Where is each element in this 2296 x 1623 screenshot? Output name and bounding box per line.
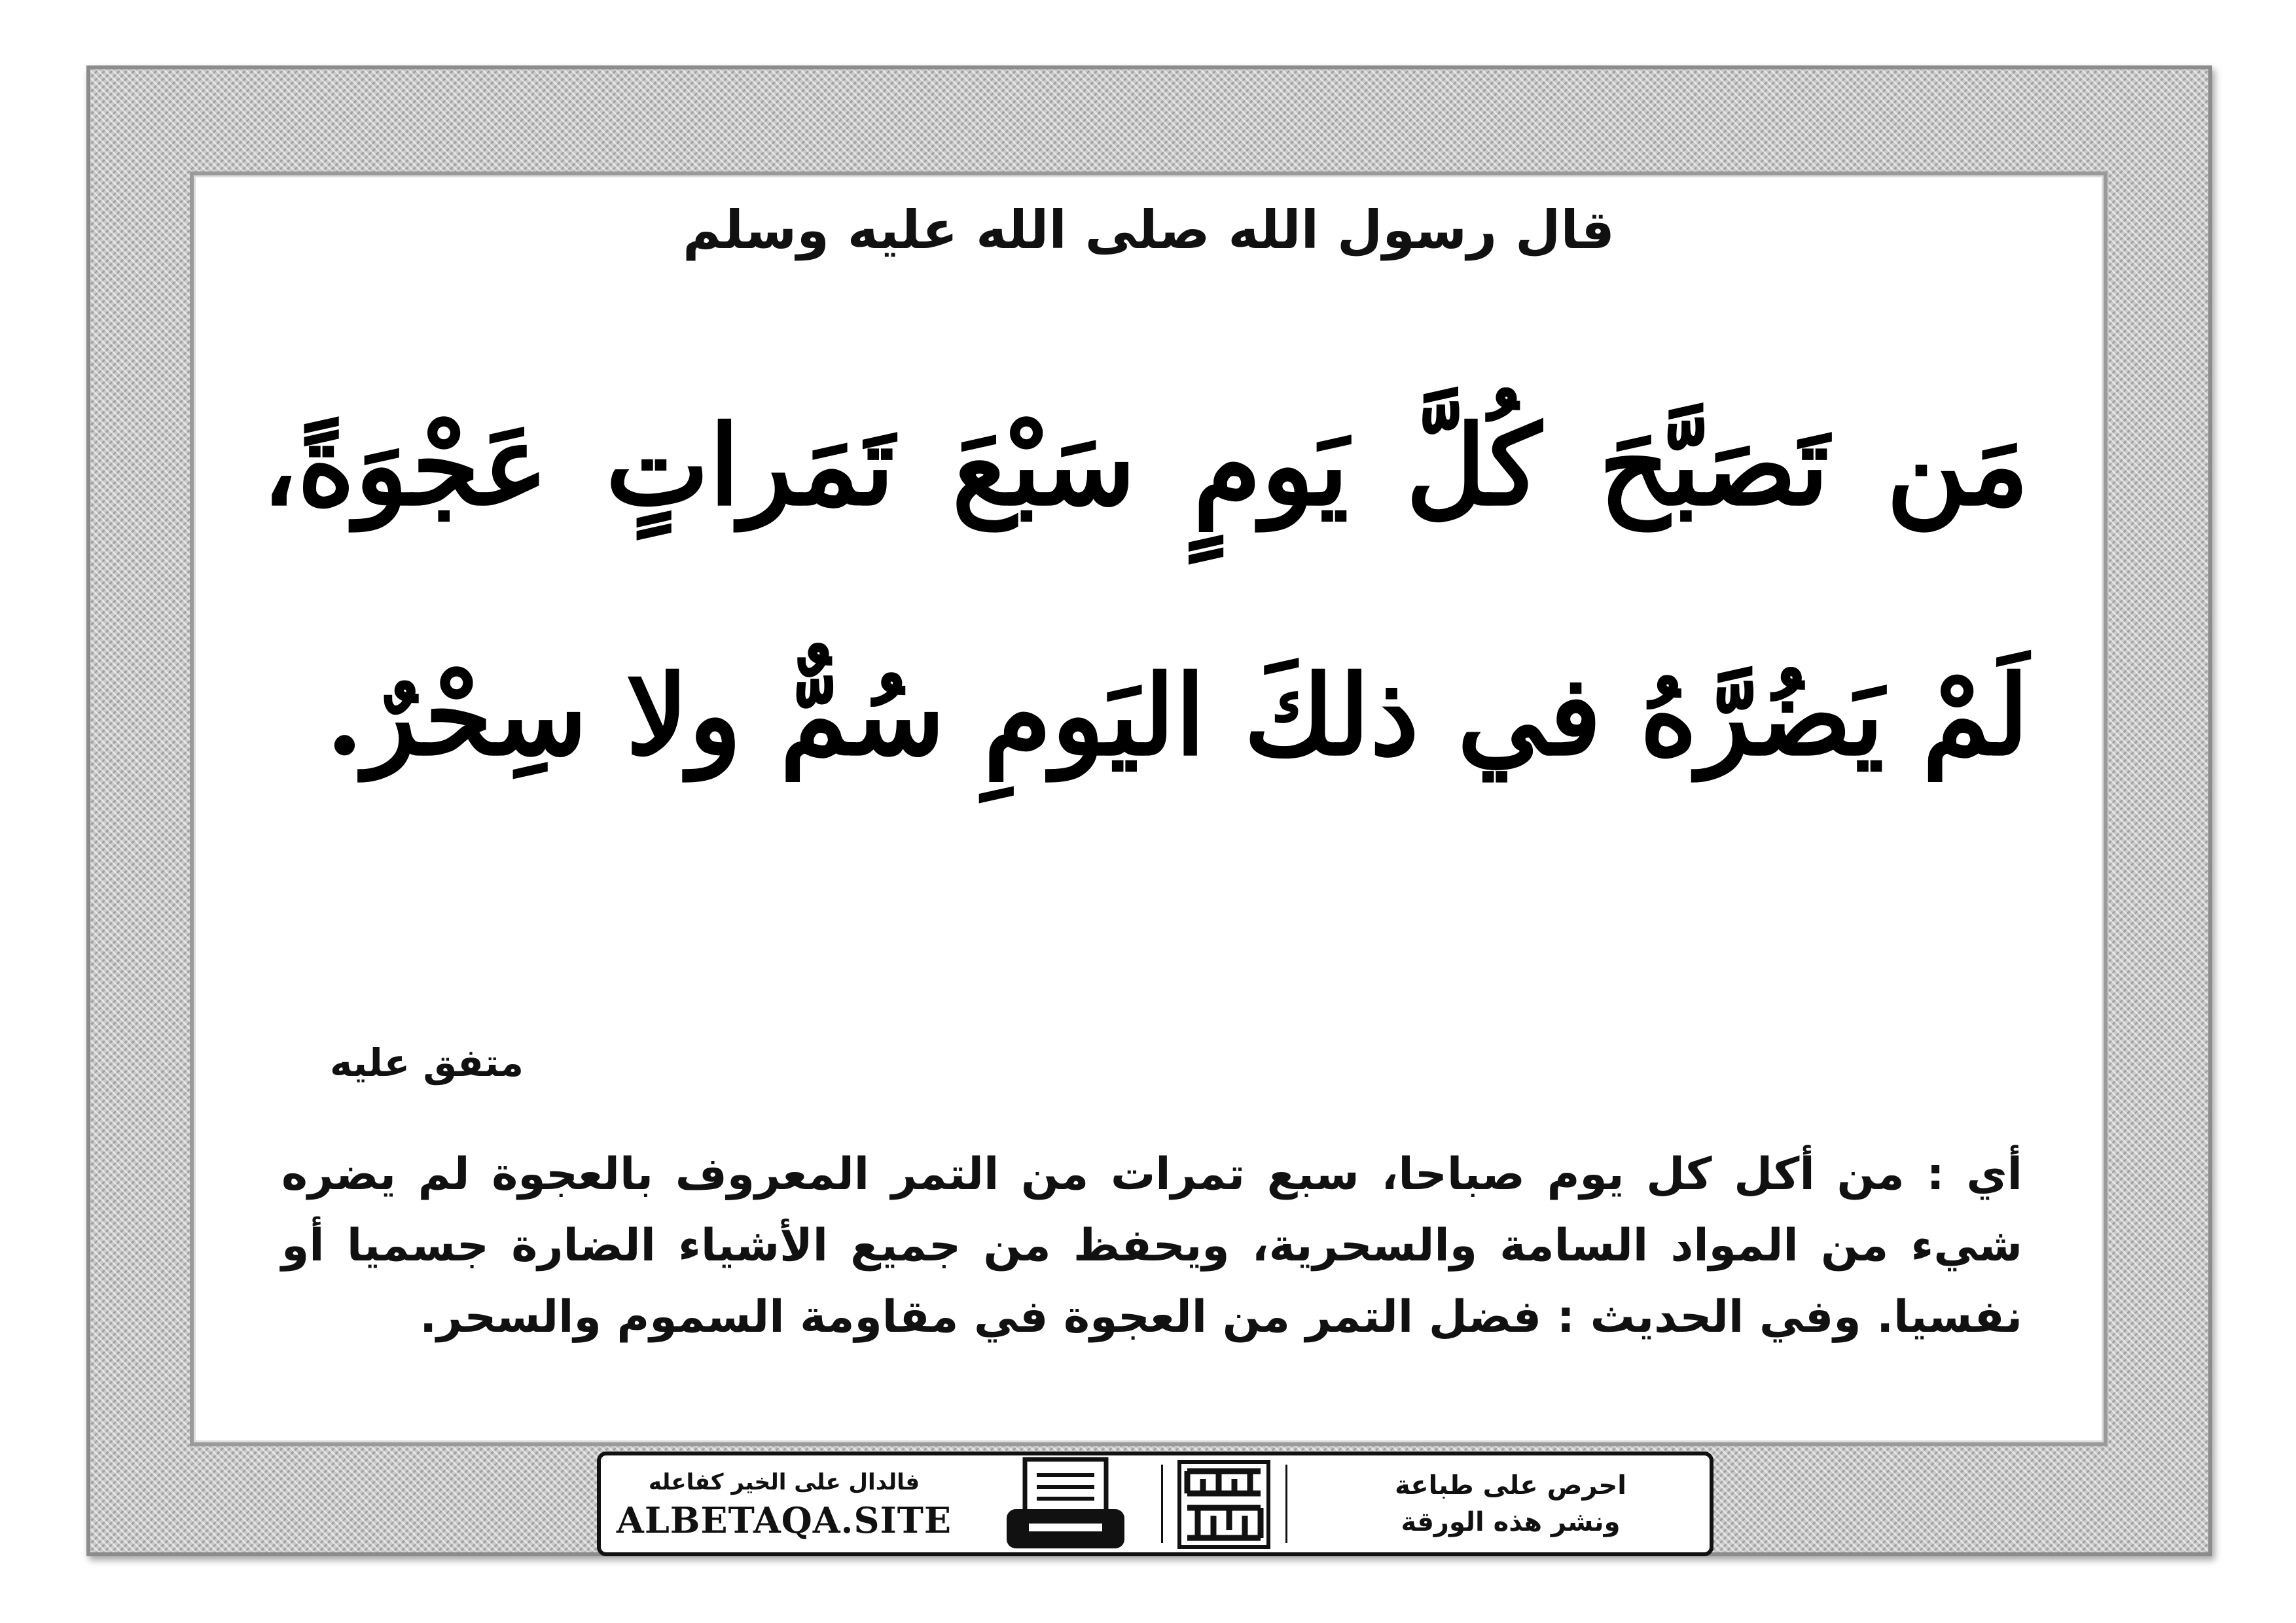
hadith-intro: قال رسول الله صلى الله عليه وسلم (683, 200, 1615, 260)
footer-note-line: ونشر هذه الورقة (1401, 1507, 1621, 1537)
footer-tagline: فالدال على الخير كفاعله (648, 1469, 920, 1495)
site-name: ALBETAQA.SITE (616, 1499, 952, 1541)
footer-bar (597, 1452, 1713, 1556)
dawatuna-logo (1177, 1459, 1271, 1550)
footer-note (1327, 1467, 1694, 1546)
footer-site-block (614, 1466, 954, 1544)
hadith-explanation: أي : من أكل كل يوم صباحا، سبع تمرات من التمر المعروف بالعجوة لم يضره شيء من المواد السامة والسحرية، ويحفظ من جميع الأشياء الضارة جسميا أو نفسيا. وفي الحديث : فضل التمر من العجوة في مقاومة السموم والسحر. (281, 1149, 2022, 1343)
hadith-text: مَن تَصَبَّحَ كُلَّ يَومٍ سَبْعَ تَمَراتٍ عَجْوَةً، لَمْ يَضُرَّهُ في ذلكَ اليَومِ سُمٌّ ولا سِحْرٌ. (262, 401, 2029, 780)
footer-divider (1161, 1465, 1163, 1543)
footer-divider (1285, 1465, 1287, 1543)
footer-note-line: احرص على طباعة (1395, 1471, 1626, 1501)
hadith-source: متفق عليه (330, 1041, 524, 1085)
printer-icon (1000, 1455, 1131, 1554)
